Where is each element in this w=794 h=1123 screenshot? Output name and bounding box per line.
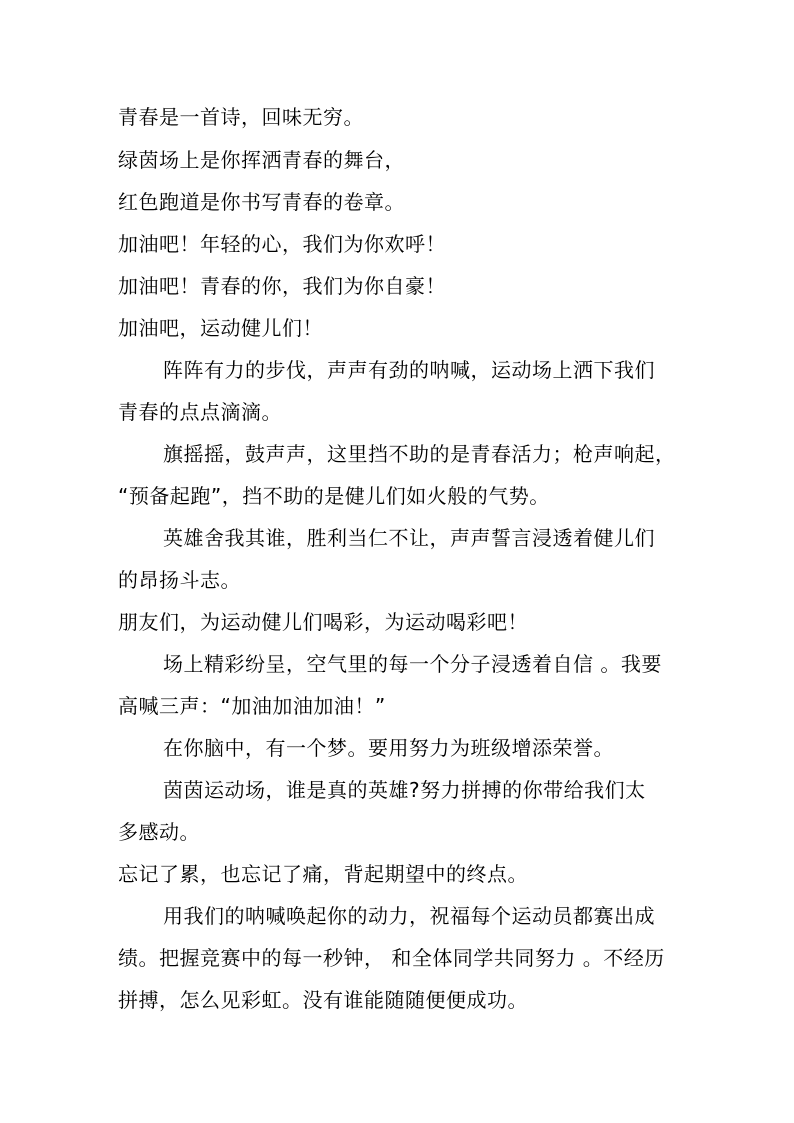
text-line: 英雄舍我其谁，胜利当仁不让，声声誓言浸透着健儿们	[163, 526, 655, 550]
text-line: 旗摇摇，鼓声声，这里挡不助的是青春活力；枪声响起，	[163, 442, 676, 466]
text-line: 在你脑中，有一个梦。要用努力为班级增添荣誉。	[163, 736, 614, 760]
text-line: 多感动。	[118, 820, 200, 844]
text-line: “预备起跑”，挡不助的是健儿们如火般的气势。	[118, 484, 550, 508]
text-line: 绿茵场上是你挥洒青春的舞台，	[118, 148, 405, 172]
text-line: 加油吧，运动健儿们！	[118, 316, 323, 340]
text-line: 朋友们，为运动健儿们喝彩，为运动喝彩吧！	[118, 610, 528, 634]
text-line: 高喊三声：“加油加油加油！”	[118, 694, 386, 718]
text-line: 绩。把握竞赛中的每一秒钟， 和全体同学共同努力 。不经历	[118, 946, 665, 970]
text-line: 红色跑道是你书写青春的卷章。	[118, 190, 405, 214]
text-line: 阵阵有力的步伐，声声有劲的呐喊，运动场上洒下我们	[163, 358, 655, 382]
text-line: 茵茵运动场，谁是真的英雄?努力拼搏的你带给我们太	[163, 778, 646, 802]
text-line: 加油吧！青春的你，我们为你自豪！	[118, 274, 446, 298]
text-line: 青春的点点滴滴。	[118, 400, 282, 424]
text-line: 的昂扬斗志。	[118, 568, 241, 592]
text-line: 忘记了累，也忘记了痛，背起期望中的终点。	[118, 862, 528, 886]
text-line: 用我们的呐喊唤起你的动力，祝福每个运动员都赛出成	[163, 904, 655, 928]
text-line: 拼搏，怎么见彩虹。没有谁能随随便便成功。	[118, 988, 528, 1012]
text-line: 场上精彩纷呈，空气里的每一个分子浸透着自信 。我要	[163, 652, 662, 676]
text-line: 加油吧！年轻的心，我们为你欢呼！	[118, 232, 446, 256]
text-line: 青春是一首诗，回味无穷。	[118, 105, 364, 129]
